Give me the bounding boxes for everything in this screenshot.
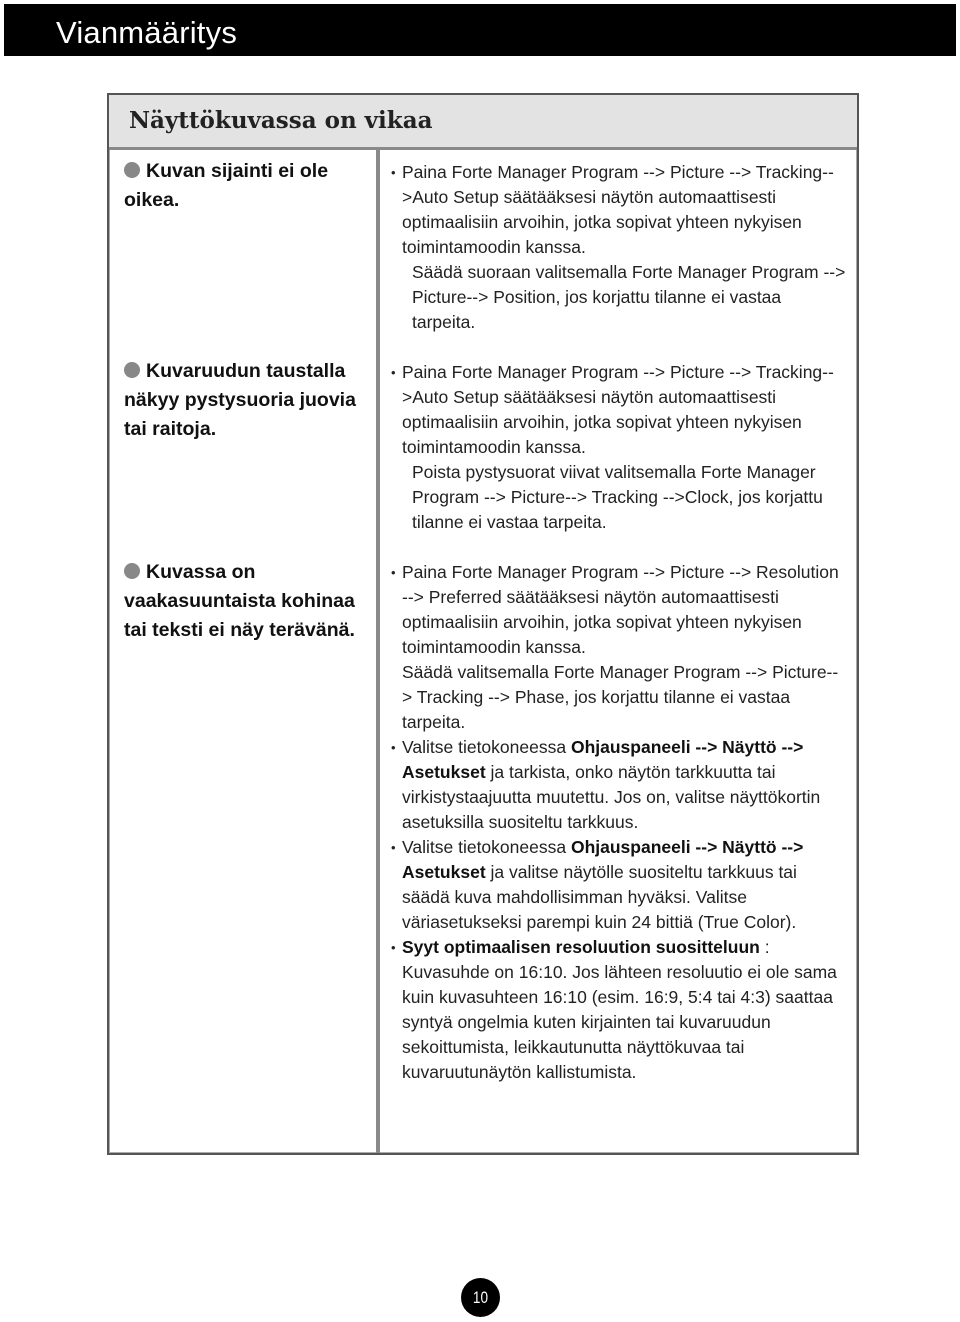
bullet-circle-icon xyxy=(124,162,140,178)
problem-label: Kuvan sijainti ei ole oikea. xyxy=(124,160,329,211)
solution-emphasis: Syyt optimaalisen resoluution suositteluun xyxy=(402,937,760,957)
bullet-dot-icon: • xyxy=(391,940,396,955)
solution-text: : Kuvasuhde on 16:10. Jos lähteen resoluutio ei ole sama kuin kuvasuhteen 16:10 (esim. 16:9, 5:4 tai 4:3) saattaa syntyä ongelmia kuten kirjainten tai kuvaruudun sekoittumista, leikkautunutta näyttökuvaa tai kuvaruutunäytön kallistumista. xyxy=(402,937,837,1082)
solution-text: Valitse tietokoneessa xyxy=(402,837,571,857)
solution-emphasis: Ohjauspaneeli --> Näyttö --> Asetukset xyxy=(402,737,804,782)
page-header xyxy=(4,4,956,56)
problem-item xyxy=(124,357,369,444)
bullet-dot-icon: • xyxy=(391,740,396,755)
page-number-label: 10 xyxy=(472,1288,489,1307)
solution-bullet xyxy=(388,360,848,460)
bullet-dot-icon: • xyxy=(391,840,396,855)
section-title: Näyttökuvassa on vikaa xyxy=(129,107,433,134)
problem-item xyxy=(124,558,369,645)
solution-block xyxy=(388,560,848,1085)
solution-bullet xyxy=(388,735,848,835)
solution-text: Valitse tietokoneessa xyxy=(402,737,571,757)
problem-item xyxy=(124,157,369,215)
solution-note: Säädä suoraan valitsemalla Forte Manager Program --> Picture--> Position, jos korjattu tilanne ei vastaa tarpeita. xyxy=(412,262,846,332)
solution-note: Säädä valitsemalla Forte Manager Program --> Picture--> Tracking --> Phase, jos korjattu tilanne ei vastaa tarpeita. xyxy=(402,662,839,732)
column-divider xyxy=(376,150,380,1153)
bullet-dot-icon: • xyxy=(391,565,396,580)
solution-text: Paina Forte Manager Program --> Picture --> Tracking-->Auto Setup säätääksesi näytön automaattisesti optimaalisiin arvoihin, jotka sopivat yhteen nykyisen toimintamoodin kanssa. xyxy=(402,162,834,257)
page-header-title: Vianmääritys xyxy=(56,15,238,50)
bullet-dot-icon: • xyxy=(391,365,396,380)
solution-bullet xyxy=(388,935,848,1085)
bullet-dot-icon: • xyxy=(391,165,396,180)
troubleshooting-table xyxy=(107,93,859,1155)
solution-bullet xyxy=(388,560,848,660)
solution-text: ja tarkista, onko näytön tarkkuutta tai virkistystaajuutta muutettu. Jos on, valitse näyttökortin asetuksilla suositeltu tarkkuus. xyxy=(402,762,821,832)
solution-text: Paina Forte Manager Program --> Picture --> Tracking-->Auto Setup säätääksesi näytön automaattisesti optimaalisiin arvoihin, jotka sopivat yhteen nykyisen toimintamoodin kanssa. xyxy=(402,362,834,457)
solution-bullet xyxy=(388,160,848,260)
solution-block xyxy=(388,360,848,535)
section-title-bar xyxy=(109,95,857,150)
solution-block xyxy=(388,160,848,335)
page-number xyxy=(461,1278,500,1317)
solution-bullet xyxy=(388,835,848,935)
solution-text: ja valitse näytölle suositeltu tarkkuus tai säädä kuva mahdollisimman hyväksi. Valitse väriasetukseksi parempi kuin 24 bittiä (True Color). xyxy=(402,862,797,932)
solution-note: Poista pystysuorat viivat valitsemalla Forte Manager Program --> Picture--> Tracking -->Clock, jos korjattu tilanne ei vastaa tarpeita. xyxy=(412,462,823,532)
problem-label: Kuvaruudun taustalla näkyy pystysuoria juovia tai raitoja. xyxy=(124,360,356,440)
solution-text: Paina Forte Manager Program --> Picture --> Resolution --> Preferred säätääksesi näytön automaattisesti optimaalisiin arvoihin, jotka sopivat yhteen nykyisen toimintamoodin kanssa. xyxy=(402,562,839,657)
solution-emphasis: Ohjauspaneeli --> Näyttö --> Asetukset xyxy=(402,837,804,882)
bullet-circle-icon xyxy=(124,362,140,378)
problem-label: Kuvassa on vaakasuuntaista kohinaa tai teksti ei näy terävänä. xyxy=(124,561,355,641)
bullet-circle-icon xyxy=(124,563,140,579)
